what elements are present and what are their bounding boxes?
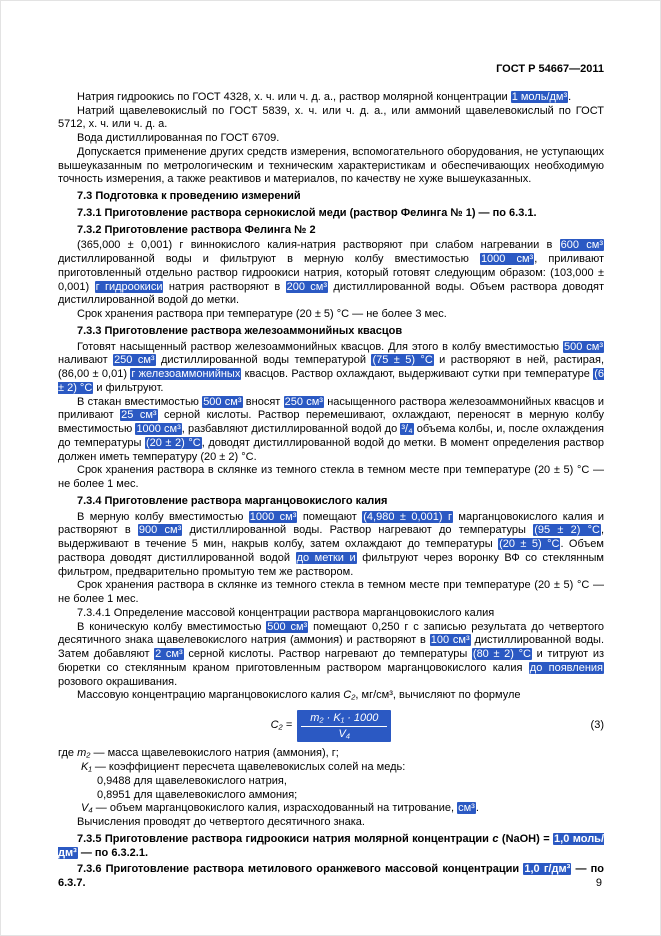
text-run: — коэффициент пересчета щавелевокислых солей на медь:: [91, 761, 406, 774]
text-run: K₁: [81, 761, 92, 774]
highlighted-text: см³: [458, 802, 475, 815]
highlighted-text: 1,0 г/дм³: [524, 863, 571, 876]
highlighted-text: ³/₄: [401, 423, 413, 435]
paragraph: [58, 511, 604, 580]
paragraph: [58, 579, 604, 607]
text-run: Вода дистиллированная по ГОСТ 6709.: [77, 132, 280, 144]
paragraph: [81, 761, 604, 775]
text-run: С₂: [343, 689, 356, 702]
text-run: дистиллированной воды и фильтруют в мерную колбу вместимостью: [58, 253, 480, 265]
paragraph: [58, 689, 604, 703]
text-run: В коническую колбу вместимостью: [77, 620, 267, 633]
text-run: — по 6.3.7.: [58, 863, 604, 890]
text-run: фильтруют через воронку ВФ со стеклянным фильтром, предварительно промытую тем же раствором.: [58, 551, 604, 578]
text-run: Готовят насыщенный раствор железоаммонийных квасцов. Для этого в колбу вместимостью: [77, 340, 563, 353]
text-run: дистиллированной воды. Раствор нагревают до температуры: [182, 524, 534, 537]
text-run: , выдерживают в течение 5 мин, накрыв колбу, затем охлаждают до температуры: [58, 524, 604, 550]
text-run: помещают: [297, 510, 363, 523]
text-run: , мг/см³, вычисляют по формуле: [355, 689, 521, 702]
text-run: марганцовокислого калия и растворяют в: [58, 510, 605, 537]
highlighted-text: г железоаммонийных: [131, 368, 241, 380]
text-run: V₄: [81, 802, 93, 815]
text-run: дистиллированной воды температурой: [155, 354, 372, 367]
section-heading: [58, 495, 604, 509]
text-run: Срок хранения раствора при температуре (20 ± 5) °С — не более 3 мес.: [77, 308, 447, 320]
paragraph: [58, 105, 604, 133]
text-run: дистиллированной воды. Объем раствора доводят дистиллированной водой до метки.: [58, 280, 604, 307]
highlighted-text: 1000 см³: [480, 253, 534, 265]
highlighted-text: г гидроокиси: [95, 280, 163, 293]
highlighted-text: 1 моль/дм³: [511, 90, 568, 103]
document-body: [58, 91, 604, 891]
paragraph: [58, 146, 604, 187]
page-content: [58, 63, 604, 893]
formula-lhs: С₂ =: [270, 719, 293, 732]
text-run: .: [568, 90, 572, 103]
formula-number: (3): [590, 719, 604, 732]
text-run: 0,8951 для щавелевокислого аммония;: [97, 788, 298, 801]
paragraph: [58, 747, 604, 761]
text-run: дистиллированной воды. Затем добавляют: [58, 634, 605, 660]
highlighted-text: 1000 см³: [249, 510, 297, 523]
text-run: 7.3.2 Приготовление раствора Фелинга № 2: [77, 223, 316, 236]
text-run: серной кислоты. Раствор перемешивают, охлаждают, переносят в мерную колбу вместимостью: [58, 409, 604, 435]
text-run: и растворяют в ней, растирая, (86,00 ± 0,01): [58, 354, 604, 380]
highlighted-text: 100 см³: [430, 634, 470, 647]
text-run: 7.3.4 Приготовление раствора марганцовокислого калия: [77, 494, 388, 507]
text-run: натрия растворяют в: [163, 280, 286, 293]
paragraph: [58, 91, 604, 105]
highlighted-text: 900 см³: [138, 524, 182, 537]
page-number: 9: [595, 877, 602, 889]
text-run: 7.3.5 Приготовление раствора гидроокиси натрия молярной концентрации: [77, 832, 493, 845]
highlighted-text: 2 см³: [155, 648, 183, 660]
formula: [58, 710, 604, 742]
text-run: , разбавляют дистиллированной водой до: [181, 423, 401, 435]
paragraph: [58, 341, 604, 396]
text-run: — по 6.3.2.1.: [77, 846, 149, 859]
paragraph: [58, 308, 604, 322]
text-run: 7.3.3 Приготовление раствора железоаммонийных квасцов: [77, 324, 403, 337]
highlighted-text: 600 см³: [560, 239, 603, 252]
formula-numerator: m₂ · K₁ · 1000: [301, 712, 387, 727]
highlighted-text: до метки и: [296, 551, 356, 564]
highlighted-text: 250 см³: [114, 354, 155, 367]
text-run: Допускается применение других средств измерения, вспомогательного оборудования, не уступающих вышеуказанным по метрологическим и техническим характеристикам и обеспечивающих необходимую точность измерения, а также реактивов и материалов, по качеству не хуже вышеуказанных.: [58, 145, 604, 186]
highlighted-text: 25 см³: [121, 409, 157, 422]
paragraph: [58, 464, 604, 492]
text-run: 7.3.6 Приготовление раствора метилового оранжевого массовой концентрации: [77, 863, 524, 876]
paragraph: [97, 789, 604, 803]
paragraph: [58, 396, 604, 465]
document-header: [58, 63, 604, 77]
text-run: Срок хранения раствора в склянке из темного стекла в темном месте при температуре (20 ± 5) °С — не более 1 мес.: [58, 579, 604, 605]
text-run: m₂: [77, 747, 91, 760]
highlighted-text: (6 ± 2) °С: [58, 368, 604, 394]
formula-denominator: V₄: [338, 727, 351, 740]
section-heading: [58, 224, 604, 238]
text-run: наливают: [58, 354, 114, 367]
text-run: помещают 0,250 г с записью результата до четвертого десятичного знака щавелевокислого натрия (аммония) и растворяют в: [58, 620, 604, 647]
highlighted-text: до появления: [529, 661, 603, 674]
text-run: Натрий щавелевокислый по ГОСТ 5839, х. ч. или ч. д. а., или аммоний щавелевокислый по ГОСТ 5712, х. ч. или ч. д. а.: [58, 104, 604, 131]
paragraph: [58, 816, 604, 830]
highlighted-text: 500 см³: [563, 340, 603, 353]
text-run: Вычисления проводят до четвертого десятичного знака.: [77, 816, 365, 829]
text-run: с: [492, 832, 499, 845]
text-run: , доводят дистиллированной водой до метки. В момент определения раствор должен иметь температуру (20 ± 2) °С.: [58, 436, 604, 463]
highlighted-text: 1,0 моль/дм³: [58, 832, 604, 859]
text-run: и фильтруют.: [93, 381, 164, 394]
text-run: . Объем раствора доводят дистиллированной водой: [58, 538, 604, 564]
text-run: где: [58, 747, 78, 760]
section-heading: [58, 190, 604, 204]
text-run: серной кислоты. Раствор нагревают до температуры: [183, 648, 472, 660]
text-run: Срок хранения раствора в склянке из темного стекла в темном месте при температуре (20 ± 5) °С — не более 1 мес.: [58, 464, 604, 490]
highlighted-text: (20 ± 2) °С: [145, 436, 201, 449]
text-run: квасцов. Раствор охлаждают, выдерживают сутки при температуре: [241, 368, 594, 380]
text-run: (NaOH) =: [498, 832, 554, 845]
highlighted-text: 1000 см³: [136, 423, 181, 435]
highlighted-text: 500 см³: [203, 395, 242, 408]
paragraph: [58, 239, 604, 308]
text-run: , приливают приготовленный отдельно раствор гидроокиси натрия, который готовят следующим образом: (103,000 ± 0,001): [58, 253, 604, 293]
highlighted-text: 250 см³: [284, 395, 323, 408]
text-run: В стакан вместимостью: [77, 395, 203, 408]
highlighted-text: 200 см³: [286, 280, 328, 293]
highlighted-text: (20 ± 5) °С: [499, 538, 560, 550]
highlighted-text: (75 ± 5) °С: [372, 354, 433, 367]
text-run: .: [475, 802, 479, 815]
highlighted-text: 500 см³: [267, 620, 308, 633]
text-run: 7.3.1 Приготовление раствора сернокислой меди (раствор Фелинга № 1) — по 6.3.1.: [77, 206, 537, 219]
paragraph: [58, 621, 604, 690]
paragraph: [97, 775, 604, 789]
text-run: насыщенного раствора железоаммонийных квасцов и приливают: [58, 395, 604, 422]
text-run: Натрия гидроокись по ГОСТ 4328, х. ч. или ч. д. а., раствор молярной концентрации: [77, 90, 511, 103]
text-run: 7.3 Подготовка к проведению измерений: [77, 190, 301, 202]
text-run: 7.3.4.1 Определение массовой концентрации раствора марганцовокислого калия: [77, 606, 495, 619]
highlighted-text: (95 ± 2) °С: [534, 524, 600, 537]
paragraph: [58, 607, 604, 621]
paragraph: [81, 802, 604, 816]
paragraph: [58, 132, 604, 146]
text-run: Массовую концентрацию марганцовокислого калия: [77, 689, 344, 702]
text-run: вносят: [242, 395, 284, 408]
section-heading: [58, 207, 604, 221]
section-heading: [58, 833, 604, 861]
text-run: объема колбы, и, после охлаждения до температуры: [58, 423, 604, 449]
text-run: В мерную колбу вместимостью: [77, 510, 249, 523]
highlighted-text: (4,980 ± 0,001) г: [363, 510, 452, 523]
section-heading: [58, 863, 604, 891]
formula-fraction: [297, 710, 391, 742]
gost-number: ГОСТ Р 54667—2011: [496, 63, 604, 75]
section-heading: [58, 325, 604, 339]
text-run: — масса щавелевокислого натрия (аммония), г;: [90, 747, 339, 760]
text-run: и титруют из бюретки со стеклянным краном приготовленным раствором марганцовокислого калия: [58, 648, 605, 674]
text-run: розового окрашивания.: [58, 675, 178, 688]
text-run: — объем марганцовокислого калия, израсходованный на титрование,: [92, 802, 458, 815]
text-run: 0,9488 для щавелевокислого натрия,: [97, 774, 287, 787]
highlighted-text: (80 ± 2) °С: [472, 648, 531, 660]
text-run: (365,000 ± 0,001) г виннокислого калия-натрия растворяют при слабом нагревании в: [77, 239, 560, 252]
